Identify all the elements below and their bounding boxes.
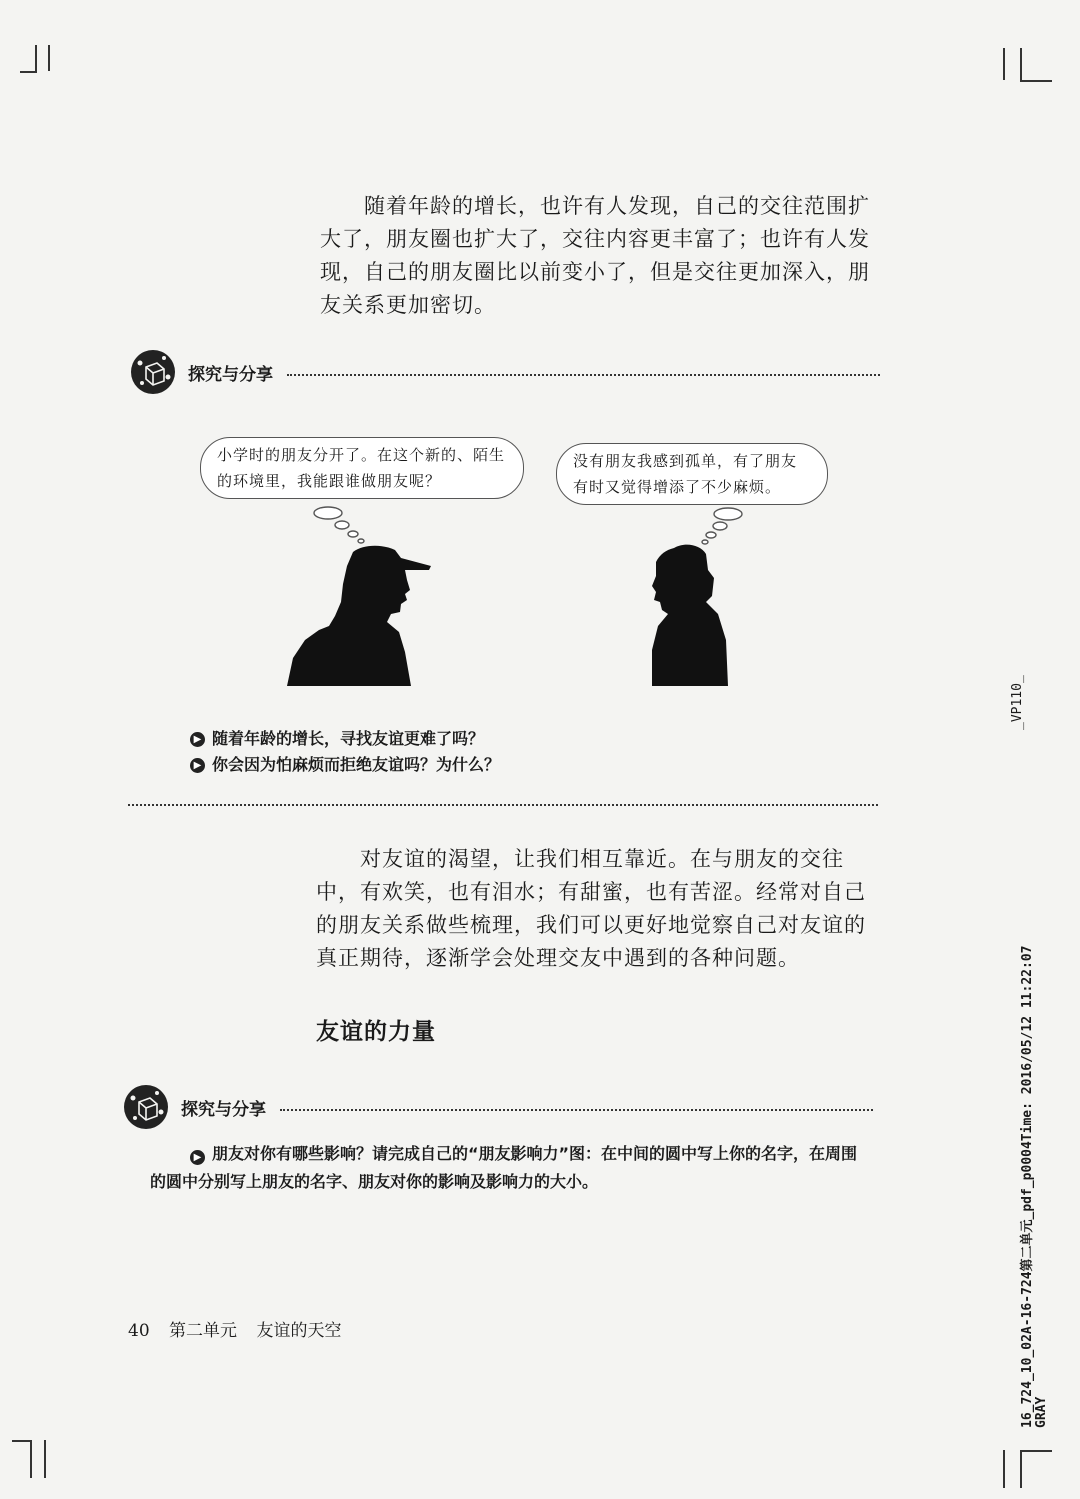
section-heading: 友谊的力量	[316, 1019, 436, 1045]
thought-trail-girl	[698, 505, 758, 545]
explore-share-header	[123, 1087, 873, 1127]
page-footer	[128, 1316, 341, 1341]
arrow-bullet-icon: ▶	[190, 732, 205, 747]
bubble-text-girl: 没有朋友我感到孤单，有了朋友有时又觉得增添了不少麻烦。	[573, 452, 798, 496]
page-number: 40	[128, 1321, 150, 1341]
explore-ball-icon	[130, 349, 176, 395]
unit-label: 第二单元	[169, 1321, 238, 1341]
thought-bubble-boy	[200, 437, 524, 499]
intro-paragraph: 随着年龄的增长，也许有人发现，自己的交往范围扩大了，朋友圈也扩大了，交往内容更丰富了；也许有人发现，自己的朋友圈比以前变小了，但是交往更加深入，朋友关系更加密切。	[320, 194, 870, 317]
crop-mark	[44, 1440, 46, 1478]
discussion-questions	[190, 726, 790, 778]
arrow-bullet-icon: ▶	[190, 1150, 205, 1165]
gray-label: GRAY	[1034, 1396, 1049, 1428]
crop-mark	[1020, 80, 1052, 82]
crop-mark	[20, 71, 37, 73]
friendship-paragraph: 对友谊的渴望，让我们相互靠近。在与朋友的交往中，有欢笑，也有泪水；有甜蜜，也有苦涩。经常对自己的朋友关系做些梳理，我们可以更好地觉察自己对友谊的真正期待，逐渐学会处理交友中遇到的各种问题。	[316, 847, 866, 970]
unit-title: 友谊的天空	[256, 1321, 342, 1341]
influence-task: ▶ 朋友对你有哪些影响？请完成自己的“朋友影响力”图：在中间的圆中写上你的名字，在周围的圆中分别写上朋友的名字、朋友对你的影响及影响力的大小。	[150, 1144, 858, 1191]
explore-share-header	[130, 352, 880, 392]
crop-mark	[35, 45, 37, 71]
girl-silhouette-illustration	[640, 540, 735, 688]
crop-mark	[48, 45, 50, 71]
section-label: 探究与分享	[188, 364, 273, 385]
question-item: ▶ 随着年龄的增长，寻找友谊更难了吗？	[190, 726, 790, 752]
vp-code: _VP110_	[1010, 675, 1025, 730]
thought-bubble-girl	[556, 443, 828, 505]
bubble-text-boy: 小学时的朋友分开了。在这个新的、陌生的环境里，我能跟谁做朋友呢？	[217, 446, 506, 490]
boy-silhouette-illustration	[283, 540, 438, 688]
crop-mark	[1003, 48, 1005, 80]
crop-mark	[1020, 48, 1022, 80]
explore-ball-icon	[123, 1084, 169, 1130]
section-end-rule	[128, 804, 878, 806]
crop-mark	[1003, 1450, 1005, 1488]
crop-mark	[30, 1440, 32, 1478]
arrow-bullet-icon: ▶	[190, 758, 205, 773]
crop-mark	[1020, 1450, 1052, 1452]
thought-trail-boy	[310, 505, 370, 545]
crop-mark	[1020, 1450, 1022, 1488]
crop-mark	[12, 1440, 32, 1442]
section-label: 探究与分享	[181, 1099, 266, 1120]
print-info: 16_724_10_02A-16-724第二单元_pdf_p0004Time: 2016/05/12 11:22:07	[1020, 945, 1035, 1428]
dotted-rule	[287, 374, 880, 376]
dotted-rule	[280, 1109, 873, 1111]
question-item: ▶ 你会因为怕麻烦而拒绝友谊吗？为什么？	[190, 752, 790, 778]
